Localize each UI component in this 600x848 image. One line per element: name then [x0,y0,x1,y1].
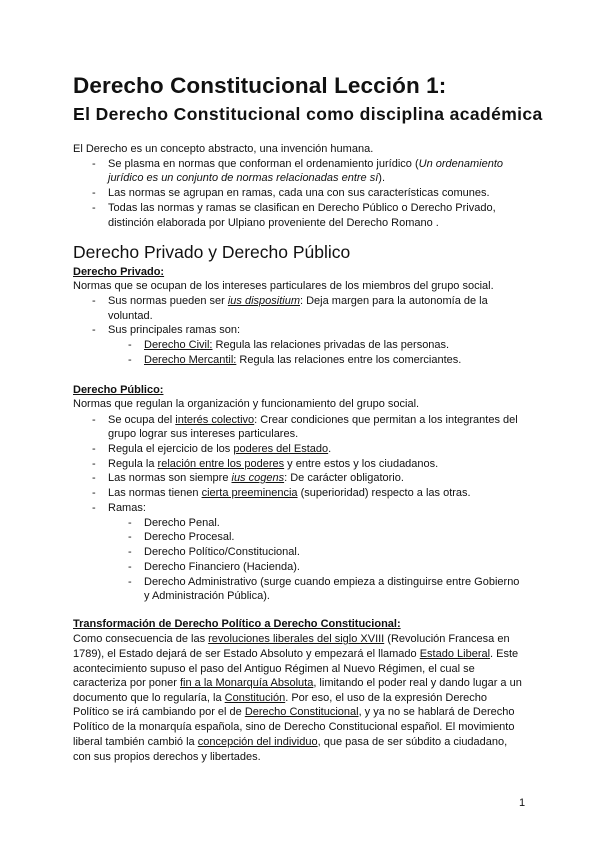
bullet-dash: - [92,472,96,484]
sub-bullet-dash: - [128,546,132,558]
transformacion-line: Político se irá cambiando por el de Derecho Constitucional, y ya no se hablará de Derecho [73,706,515,718]
publico-rama-item-cont: y Administración Pública). [144,590,270,602]
derecho-publico-label: Derecho Público: [73,384,164,396]
transformacion-line: documento que lo regularía, la Constitución. Por eso, el uso de la expresión Derecho [73,692,487,704]
sub-bullet-dash: - [128,517,132,529]
sub-bullet-dash: - [128,561,132,573]
publico-rama-item: Derecho Financiero (Hacienda). [144,561,300,573]
transformacion-line: 1789), el Estado dejará de ser Estado Absoluto y empezará el llamado Estado Liberal. Este [73,648,519,660]
privado-bullet-1: Sus normas pueden ser ius dispositium: Deja margen para la autonomía de la [108,295,488,307]
transformacion-line: liberal también cambió la concepción del individuo, que pasa de ser súbdito a ciudadano, [73,736,508,748]
intro-bullet-3: Todas las normas y ramas se clasifican en Derecho Público o Derecho Privado, [108,202,496,214]
publico-bullet-5: Las normas tienen cierta preeminencia (superioridad) respecto a las otras. [108,487,471,499]
intro-paragraph: El Derecho es un concepto abstracto, una invención humana. [73,143,374,155]
derecho-publico-definition: Normas que regulan la organización y funcionamiento del grupo social. [73,398,420,410]
bullet-dash: - [92,324,96,336]
transformacion-line: acontecimiento supuso el paso del Antiguo Régimen al Nuevo Régimen, el cual se [73,663,475,675]
privado-rama-mercantil: Derecho Mercantil: Regula las relaciones entre los comerciantes. [144,354,462,366]
bullet-dash: - [92,487,96,499]
transformacion-label: Transformación de Derecho Político a Derecho Constitucional: [73,618,401,630]
page-subtitle: El Derecho Constitucional como disciplina académica [73,104,543,124]
bullet-dash: - [92,414,96,426]
page-number: 1 [519,797,526,809]
transformacion-line: caracteriza por poner fin a la Monarquía Absoluta, limitando el poder real y dando lugar a un [73,677,522,689]
section-heading-privado-publico: Derecho Privado y Derecho Público [73,242,351,262]
sub-bullet-dash: - [128,531,132,543]
bullet-dash: - [92,295,96,307]
publico-bullet-1: Se ocupa del interés colectivo: Crear condiciones que permitan a los integrantes del [108,414,518,426]
publico-bullet-3: Regula la relación entre los poderes y entre estos y los ciudadanos. [108,458,439,470]
derecho-privado-definition: Normas que se ocupan de los intereses particulares de los miembros del grupo social. [73,280,494,292]
derecho-privado-label: Derecho Privado: [73,266,165,278]
bullet-dash: - [92,158,96,170]
page-title: Derecho Constitucional Lección 1: [73,73,447,98]
bullet-dash: - [92,202,96,214]
transformacion-line: con sus propios derechos y libertades. [73,751,261,763]
publico-bullet-6: Ramas: [108,502,146,514]
publico-bullet-2: Regula el ejercicio de los poderes del Estado. [108,443,332,455]
transformacion-line: Como consecuencia de las revoluciones liberales del siglo XVIII (Revolución Francesa en [73,633,510,645]
privado-rama-civil: Derecho Civil: Regula las relaciones privadas de las personas. [144,339,450,351]
bullet-dash: - [92,458,96,470]
bullet-dash: - [92,187,96,199]
publico-rama-item: Derecho Administrativo (surge cuando empieza a distinguirse entre Gobierno [144,576,520,588]
intro-bullet-2: Las normas se agrupan en ramas, cada una con sus características comunes. [108,187,490,199]
publico-bullet-4: Las normas son siempre ius cogens: De carácter obligatorio. [108,472,404,484]
intro-bullet-3-cont: distinción elaborada por Ulpiano proveniente del Derecho Romano . [108,217,439,229]
privado-bullet-1-cont: voluntad. [108,310,153,322]
sub-bullet-dash: - [128,354,132,366]
sub-bullet-dash: - [128,576,132,588]
publico-rama-item: Derecho Procesal. [144,531,235,543]
privado-bullet-2: Sus principales ramas son: [108,324,241,336]
publico-rama-item: Derecho Penal. [144,517,220,529]
bullet-dash: - [92,502,96,514]
publico-rama-item: Derecho Político/Constitucional. [144,546,300,558]
publico-bullet-1-cont: grupo lograr sus intereses particulares. [108,428,299,440]
intro-bullet-1: Se plasma en normas que conforman el ordenamiento jurídico (Un ordenamiento [108,158,504,170]
sub-bullet-dash: - [128,339,132,351]
bullet-dash: - [92,443,96,455]
intro-bullet-1-cont: jurídico es un conjunto de normas relacionadas entre sí). [108,172,386,184]
transformacion-line: Político de la monarquía española, sino de Derecho Constitucional español. El movimiento [73,721,515,733]
